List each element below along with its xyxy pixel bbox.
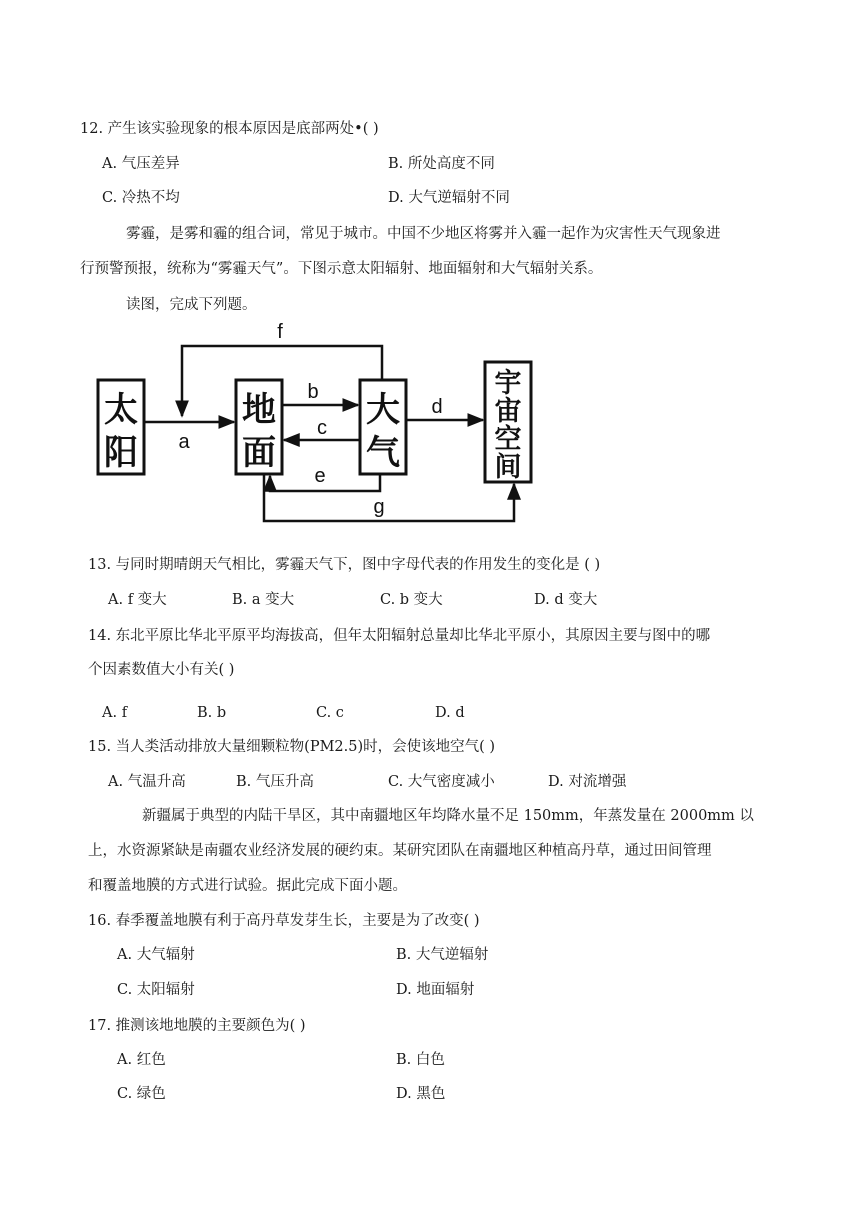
q14-option-d: D. d: [435, 705, 465, 721]
space-char-2: 宙: [494, 396, 522, 427]
q14-stem-line1: 14. 东北平原比华北平原平均海拔高，但年太阳辐射总量却比华北平原小，其原因主要与图中的哪: [88, 628, 711, 644]
radiation-diagram: [90, 316, 550, 528]
ground-char-2: 面: [242, 433, 276, 473]
label-a: a: [178, 431, 190, 453]
q15-option-b: B. 气压升高: [236, 774, 314, 790]
atmosphere-char-1: 大: [366, 390, 400, 430]
label-c: c: [317, 417, 327, 439]
q12-option-c: C. 冷热不均: [102, 190, 180, 206]
q12-option-d: D. 大气逆辐射不同: [388, 190, 510, 206]
q12-option-a: A. 气压差异: [102, 156, 180, 172]
q13-option-a: A. f 变大: [108, 592, 167, 608]
q13-option-d: D. d 变大: [534, 592, 598, 608]
passage2-line1: 新疆属于典型的内陆干旱区，其中南疆地区年均降水量不足 150mm，年蒸发量在 2000mm 以: [142, 808, 754, 824]
label-d: d: [431, 396, 443, 418]
q14-option-c: C. c: [316, 705, 344, 721]
arrow-g: [264, 474, 514, 521]
q14-option-a: A. f: [102, 705, 128, 721]
atmosphere-char-2: 气: [366, 433, 400, 473]
q15-option-c: C. 大气密度减小: [388, 774, 495, 790]
q16-stem: 16. 春季覆盖地膜有利于高丹草发芽生长，主要是为了改变( ): [88, 913, 480, 929]
q15-option-d: D. 对流增强: [548, 774, 627, 790]
q12-stem: 12. 产生该实验现象的根本原因是底部两处•( ): [80, 121, 379, 137]
q17-option-c: C. 绿色: [117, 1086, 166, 1102]
space-char-4: 间: [494, 452, 522, 483]
label-f: f: [277, 321, 283, 343]
q13-stem: 13. 与同时期晴朗天气相比，雾霾天气下，图中字母代表的作用发生的变化是 ( ): [88, 557, 601, 573]
label-e: e: [314, 465, 326, 487]
space-char-3: 空: [494, 424, 522, 455]
q17-option-b: B. 白色: [396, 1052, 445, 1068]
q14-stem-line2: 个因素数值大小有关( ): [88, 662, 235, 678]
passage1-line1: 雾霾，是雾和霾的组合词，常见于城市。中国不少地区将雾并入霾一起作为灾害性天气现象进: [126, 226, 721, 242]
q13-option-c: C. b 变大: [380, 592, 443, 608]
label-g: g: [373, 496, 385, 518]
q16-option-a: A. 大气辐射: [117, 947, 195, 963]
q15-option-a: A. 气温升高: [108, 774, 186, 790]
sun-char-1: 太: [104, 390, 138, 430]
q16-option-b: B. 大气逆辐射: [396, 947, 489, 963]
sun-char-2: 阳: [104, 433, 138, 473]
label-b: b: [307, 381, 319, 403]
q14-option-b: B. b: [197, 705, 227, 721]
q17-option-d: D. 黑色: [396, 1086, 446, 1102]
q13-option-b: B. a 变大: [232, 592, 295, 608]
q17-stem: 17. 推测该地地膜的主要颜色为( ): [88, 1018, 306, 1034]
q16-option-d: D. 地面辐射: [396, 982, 475, 998]
q17-option-a: A. 红色: [117, 1052, 166, 1068]
passage2-line3: 和覆盖地膜的方式进行试验。据此完成下面小题。: [88, 878, 407, 894]
space-char-1: 宇: [494, 368, 522, 399]
passage2-line2: 上，水资源紧缺是南疆农业经济发展的硬约束。某研究团队在南疆地区种植高丹草，通过田间管理: [88, 843, 712, 859]
passage1-read: 读图，完成下列题。: [126, 297, 257, 313]
q12-option-b: B. 所处高度不同: [388, 156, 495, 172]
q16-option-c: C. 太阳辐射: [117, 982, 195, 998]
ground-char-1: 地: [242, 390, 276, 430]
q15-stem: 15. 当人类活动排放大量细颗粒物(PM2.5)时，会使该地空气( ): [88, 739, 496, 755]
passage1-line2: 行预警预报，统称为“雾霾天气”。下图示意太阳辐射、地面辐射和大气辐射关系。: [80, 261, 603, 277]
